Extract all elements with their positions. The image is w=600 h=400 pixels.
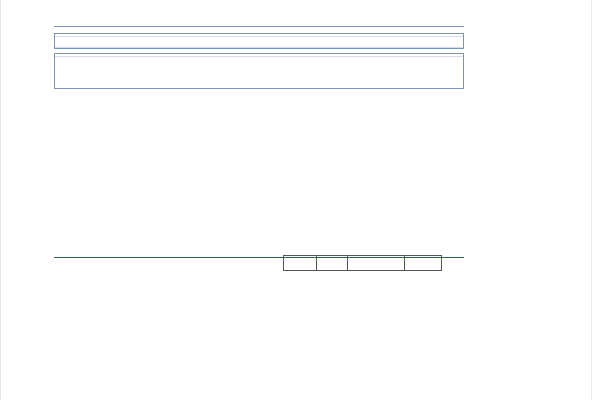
document-sheet	[54, 26, 464, 89]
column-header-table	[283, 255, 442, 271]
col-takeover	[347, 256, 404, 270]
col-stays	[284, 256, 316, 270]
scan-edge-left	[0, 0, 1, 400]
remarks-field[interactable]	[55, 57, 463, 83]
col-goes	[316, 256, 347, 270]
remarks-section	[54, 53, 464, 89]
scan-edge-right	[591, 0, 592, 400]
col-na	[404, 256, 441, 270]
overige-zaken-heading	[55, 39, 463, 48]
top-checklist-table	[54, 26, 464, 27]
overig-section	[54, 33, 464, 49]
